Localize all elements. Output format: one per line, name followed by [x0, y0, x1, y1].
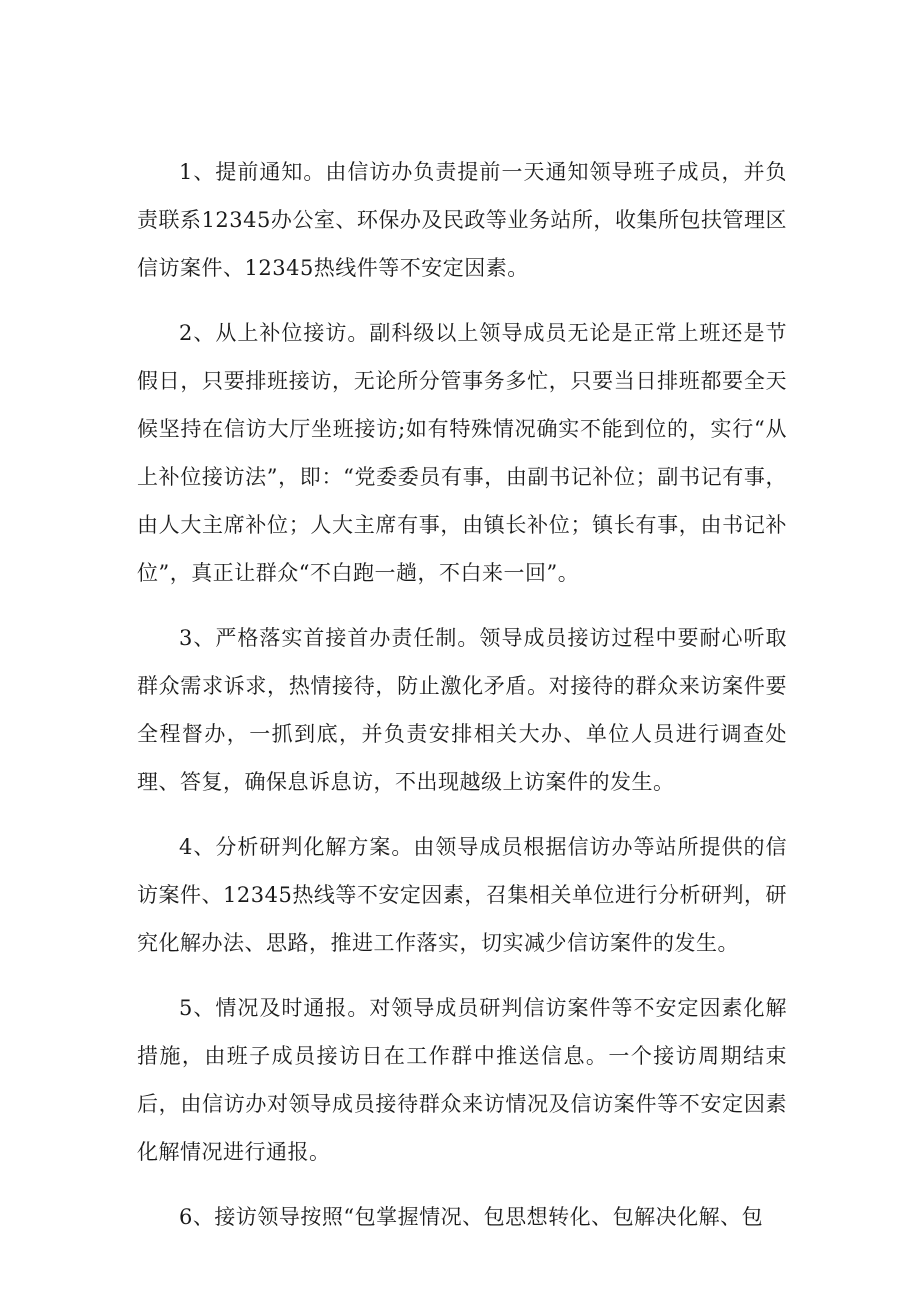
document-body [137, 148, 787, 1258]
paragraph-5: 5、情况及时通报。对领导成员研判信访案件等不安定因素化解措施，由班子成员接访日在工作群中推送信息。一个接访周期结束后，由信访办对领导成员接待群众来访情况及信访案件等不安定因素化解情况进行通报。 [137, 996, 787, 1164]
paragraph-4: 4、分析研判化解方案。由领导成员根据信访办等站所提供的信访案件、12345热线等不安定因素，召集相关单位进行分析研判，研究化解办法、思路，推进工作落实，切实减少信访案件的发生。 [137, 835, 787, 955]
paragraph-6: 6、接访领导按照“包掌握情况、包思想转化、包解决化解、包 [179, 1205, 764, 1229]
paragraph-3: 3、严格落实首接首办责任制。领导成员接访过程中要耐心听取群众需求诉求，热情接待，防止激化矛盾。对接待的群众来访案件要全程督办，一抓到底，并负责安排相关大办、单位人员进行调查处理、答复，确保息诉息访，不出现越级上访案件的发生。 [137, 626, 787, 794]
paragraph-1: 1、提前通知。由信访办负责提前一天通知领导班子成员，并负责联系12345办公室、环保办及民政等业务站所，收集所包扶管理区信访案件、12345热线件等不安定因素。 [137, 160, 787, 280]
paragraph-2: 2、从上补位接访。副科级以上领导成员无论是正常上班还是节假日，只要排班接访，无论所分管事务多忙，只要当日排班都要全天候坚持在信访大厅坐班接访;如有特殊情况确实不能到位的，实行“从上补位接访法”，即：“党委委员有事，由副书记补位；副书记有事，由人大主席补位；人大主席有事，由镇长补位；镇长有事，由书记补位”，真正让群众“不白跑一趟，不白来一回”。 [137, 321, 787, 585]
